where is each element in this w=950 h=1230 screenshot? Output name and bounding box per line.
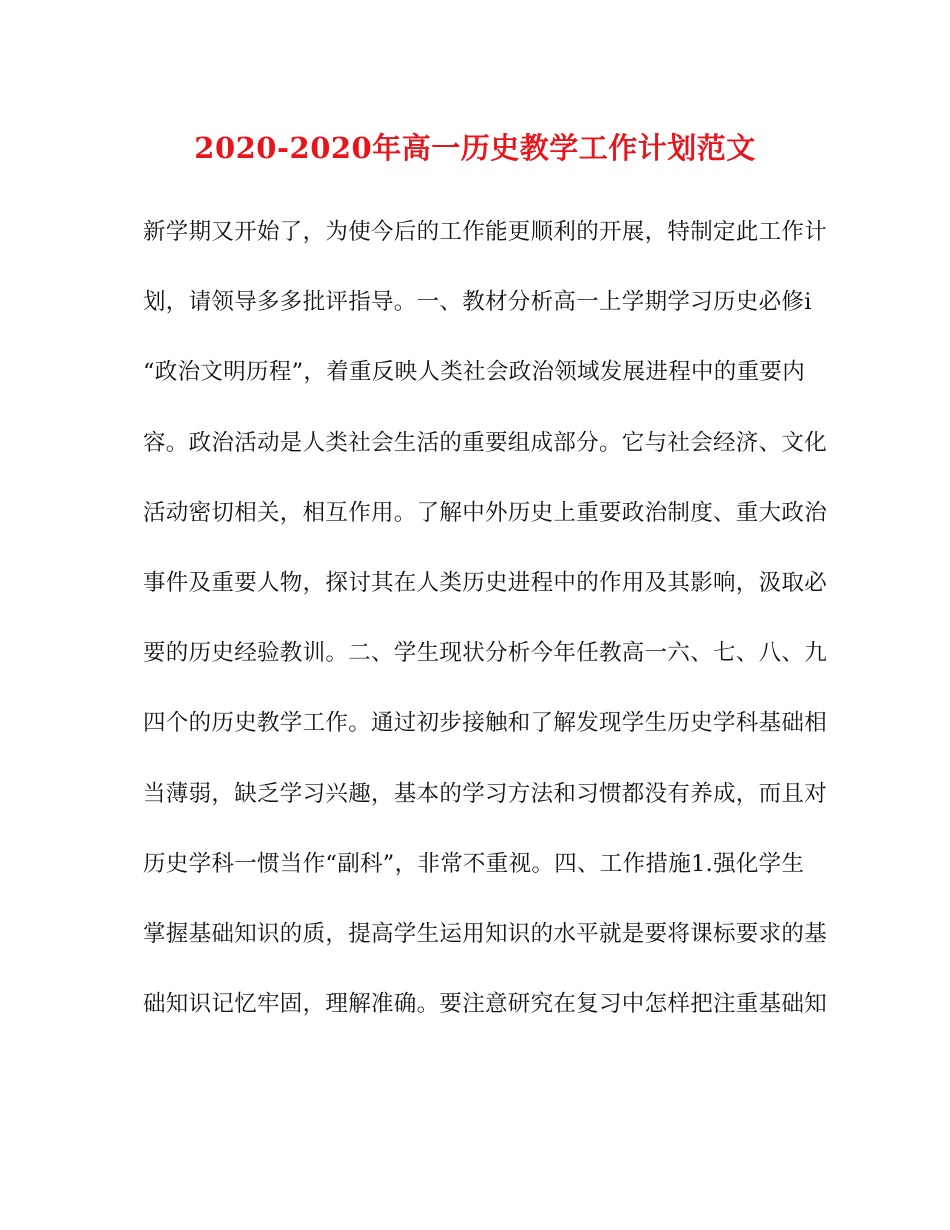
body-line: 历史学科一惯当作“副科”，非常不重视。四、工作措施1.强化学生 [143,850,805,877]
body-line: 容。政治活动是人类社会生活的重要组成部分。它与社会经济、文化 [143,429,828,456]
body-line: 要的历史经验教训。二、学生现状分析今年任教高一六、七、八、九 [143,640,828,667]
body-line: 础知识记忆牢固，理解准确。要注意研究在复习中怎样把注重基础知 [143,991,828,1018]
body-line: 新学期又开始了，为使今后的工作能更顺利的开展，特制定此工作计 [143,219,828,245]
body-line: 事件及重要人物，探讨其在人类历史进程中的作用及其影响，汲取必 [143,569,828,596]
body-line: 划，请领导多多批评指导。一、教材分析高一上学期学习历史必修ⅰ [143,289,812,316]
body-line: 活动密切相关，相互作用。了解中外历史上重要政治制度、重大政治 [143,499,828,526]
body-line: 当薄弱，缺乏学习兴趣，基本的学习方法和习惯都没有养成，而且对 [143,780,828,807]
body-line: 四个的历史教学工作。通过初步接触和了解发现学生历史学科基础相 [143,710,828,737]
document-title: 2020-2020年高一历史教学工作计划范文 [194,131,756,165]
document-body [143,210,828,1052]
body-line: “政治文明历程”，着重反映人类社会政治领域发展进程中的重要内 [143,359,806,386]
body-line: 掌握基础知识的质，提高学生运用知识的水平就是要将课标要求的基 [143,920,828,947]
